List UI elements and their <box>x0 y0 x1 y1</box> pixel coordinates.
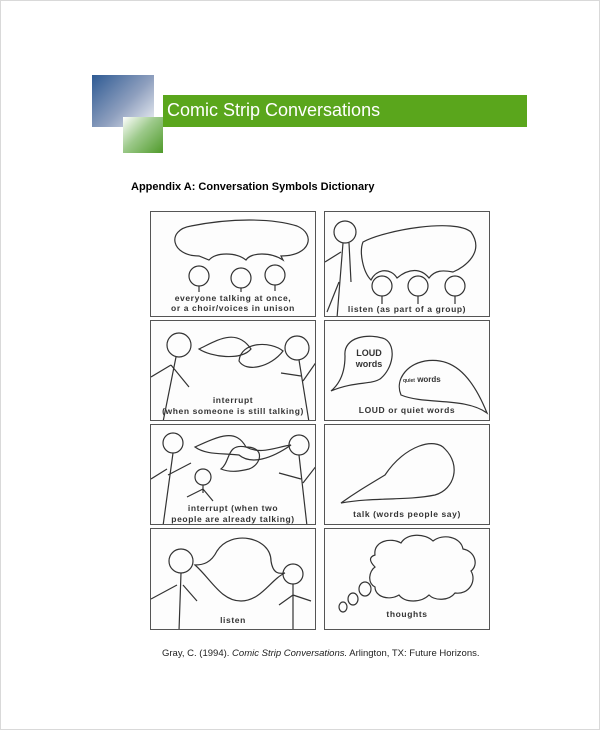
loud-words-bubble-text <box>349 348 389 370</box>
citation-suffix: Arlington, TX: Future Horizons. <box>347 648 480 659</box>
panel-caption: or a choir/voices in unison <box>171 303 295 313</box>
panel-listen-group <box>324 211 490 317</box>
bubble-text-words: words <box>417 375 441 384</box>
citation-title: Comic Strip Conversations. <box>232 648 348 659</box>
page-title: Comic Strip Conversations <box>167 100 381 120</box>
panel-thoughts <box>324 528 490 630</box>
panel-caption: listen (as part of a group) <box>347 304 467 314</box>
bubble-text-loud: LOUD <box>356 348 382 358</box>
panel-loud-quiet <box>324 320 490 421</box>
panel-caption: listen <box>220 615 246 625</box>
bubble-text-quiet: quiet <box>403 378 415 384</box>
bubble-text-words: words <box>355 359 383 369</box>
decorative-green-square <box>123 117 163 153</box>
citation-prefix: Gray, C. (1994). <box>162 648 233 659</box>
listen-group-illustration <box>325 212 490 317</box>
panel-talk <box>324 424 490 525</box>
panel-caption: interrupt (when two <box>187 503 279 513</box>
panel-caption: LOUD or quiet words <box>358 405 456 415</box>
appendix-heading: Appendix A: Conversation Symbols Dictionary <box>131 181 375 193</box>
citation <box>162 648 480 659</box>
panel-interrupt-two <box>150 424 316 525</box>
title-banner <box>163 95 527 127</box>
panel-caption: (when someone is still talking) <box>162 406 304 416</box>
panel-caption: people are already talking) <box>171 514 295 524</box>
panel-caption: thoughts <box>386 609 428 619</box>
panel-listen <box>150 528 316 630</box>
panel-caption: talk (words people say) <box>353 509 461 519</box>
panel-everyone-talking <box>150 211 316 317</box>
quiet-words-bubble-text <box>403 375 441 384</box>
panel-caption: everyone talking at once, <box>174 293 292 303</box>
panel-caption: interrupt <box>212 395 254 405</box>
panel-interrupt <box>150 320 316 421</box>
